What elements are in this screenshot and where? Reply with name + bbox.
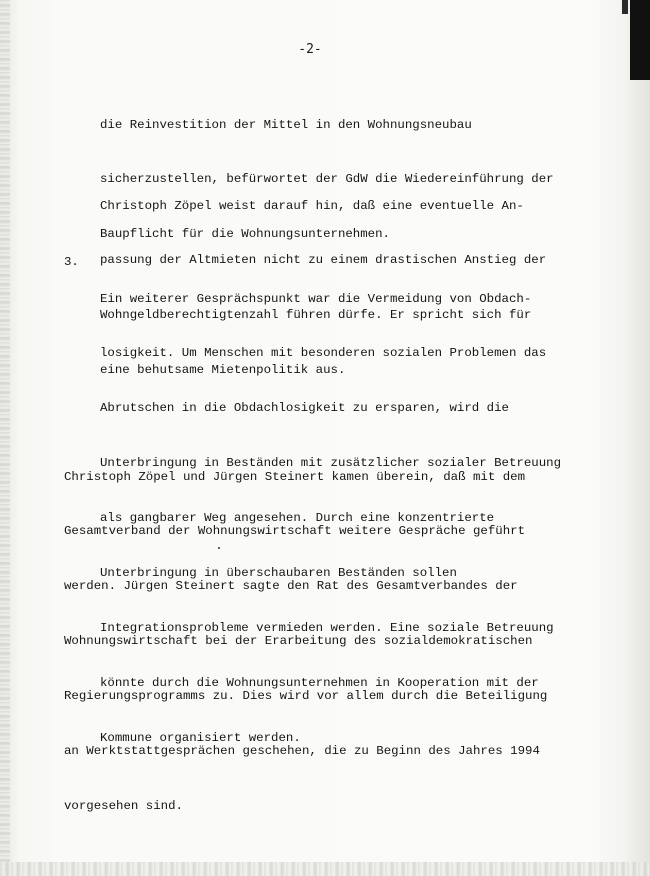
page-number: -2- [298,42,322,57]
paragraph-line: Unterbringung in Beständen mit zusätzlicher sozialer Betreuung [100,456,562,471]
paragraph-line: Kommune organisiert werden. [100,730,301,745]
paragraph-line: sicherzustellen, befürwortet der GdW die Wiedereinführung der [100,172,554,187]
paragraph-line: Unterbringung in überschaubaren Beständen sollen [100,566,457,581]
paragraph-line: Wohnungswirtschaft bei der Erarbeitung des sozialdemokratischen [64,634,533,649]
paragraph-line: werden. Jürgen Steinert sagte den Rat des Gesamtverbandes der [64,579,518,594]
paragraph-line: die Reinvestition der Mittel in den Wohnungsneubau [100,117,472,132]
paragraph-4 [64,431,547,852]
paragraph-line: Gesamtverband der Wohnungswirtschaft weitere Gespräche geführt [64,524,526,539]
paragraph-line: Baupflicht für die Wohnungsunternehmen. [100,227,390,242]
paragraph-line: Integrationsprobleme vermieden werden. Eine soziale Betreuung [100,620,554,635]
paragraph-line: an Werktstattgesprächen geschehen, die zu Beginn des Jahres 1994 [64,744,540,759]
paragraph-line: könnte durch die Wohnungsunternehmen in Kooperation mit der [100,675,539,690]
scan-edge-right-mark [630,0,650,80]
scan-speck [218,547,220,549]
paragraph-line: Wohngeldberechtigtenzahl führen dürfe. Er spricht sich für [100,308,532,323]
paragraph-line: eine behutsame Mietenpolitik aus. [100,363,346,378]
paragraph-line: Christoph Zöpel weist darauf hin, daß eine eventuelle An- [100,198,524,213]
paragraph-line: vorgesehen sind. [64,798,183,813]
list-item-number: 3. [64,255,79,269]
paragraph-line: als gangbarer Weg angesehen. Durch eine konzentrierte [100,511,495,526]
paragraph-line: passung der Altmieten nicht zu einem drastischen Anstieg der [100,253,547,268]
scan-edge-right-tick [622,0,628,14]
paragraph-line: Regierungsprogramms zu. Dies wird vor allem durch die Beteiligung [64,689,548,704]
scan-edge-bottom [0,862,650,876]
paragraph-line: Christoph Zöpel und Jürgen Steinert kamen überein, daß mit dem [64,469,526,484]
paragraph-line: Ein weiterer Gesprächspunkt war die Vermeidung von Obdach- [100,291,532,306]
paragraph-line: Abrutschen in die Obdachlosigkeit zu ersparen, wird die [100,401,509,416]
scan-edge-left [0,0,10,876]
paragraph-line: losigkeit. Um Menschen mit besonderen sozialen Problemen das [100,346,547,361]
